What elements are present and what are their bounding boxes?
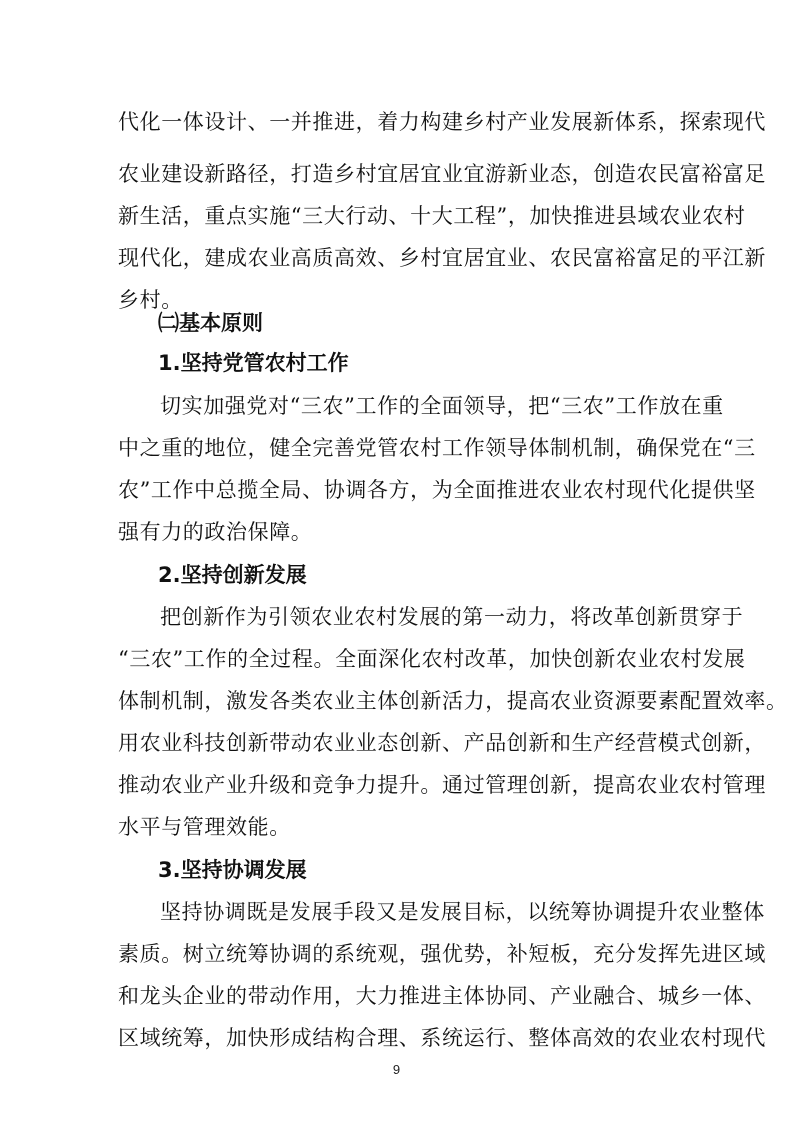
intro-line-5: 乡村。 bbox=[118, 288, 183, 312]
principle-1-line: 切实加强党对“三农”工作的全面领导，把“三农”工作放在重 bbox=[160, 394, 724, 418]
principle-3-line: 素质。树立统筹协调的系统观，强优势，补短板，充分发挥先进区域 bbox=[118, 942, 766, 966]
principle-2-heading: 2.坚持创新发展 bbox=[158, 563, 307, 587]
principle-1-line: 农”工作中总揽全局、协调各方，为全面推进农业农村现代化提供坚 bbox=[118, 478, 756, 502]
intro-line-4: 现代化，建成农业高质高效、乡村宜居宜业、农民富裕富足的平江新 bbox=[118, 246, 766, 270]
principle-3-line: 区域统筹，加快形成结构合理、系统运行、整体高效的农业农村现代 bbox=[118, 1026, 766, 1050]
page-number: 9 bbox=[392, 1062, 401, 1077]
principle-1-heading: 1.坚持党管农村工作 bbox=[158, 351, 349, 375]
principle-2-line: 水平与管理效能。 bbox=[118, 815, 291, 839]
principle-1-line: 强有力的政治保障。 bbox=[118, 520, 313, 544]
principle-2-line: 用农业科技创新带动农业业态创新、产品创新和生产经营模式创新， bbox=[118, 731, 766, 755]
principle-3-line: 坚持协调既是发展手段又是发展目标，以统筹协调提升农业整体 bbox=[160, 900, 765, 924]
principle-2-line: 把创新作为引领农业农村发展的第一动力，将改革创新贯穿于 bbox=[160, 605, 744, 629]
principle-1-line: 中之重的地位，健全完善党管农村工作领导体制机制，确保党在“三 bbox=[118, 436, 756, 460]
principle-3-line: 和龙头企业的带动作用，大力推进主体协同、产业融合、城乡一体、 bbox=[118, 984, 766, 1008]
intro-line-2: 农业建设新路径，打造乡村宜居宜业宜游新业态，创造农民富裕富足 bbox=[118, 162, 766, 186]
principle-2-line: “三农”工作的全过程。全面深化农村改革，加快创新农业农村发展 bbox=[118, 647, 746, 671]
principle-2-line: 推动农业产业升级和竞争力提升。通过管理创新，提高农业农村管理 bbox=[118, 773, 766, 797]
section-heading: ㈡基本原则 bbox=[158, 311, 263, 335]
intro-line-1: 代化一体设计、一并推进，着力构建乡村产业发展新体系，探索现代 bbox=[118, 110, 766, 134]
intro-line-3: 新生活，重点实施“三大行动、十大工程”，加快推进县域农业农村 bbox=[118, 204, 746, 228]
principle-2-line: 体制机制，激发各类农业主体创新活力，提高农业资源要素配置效率。 bbox=[118, 689, 788, 713]
principle-3-heading: 3.坚持协调发展 bbox=[158, 858, 307, 882]
